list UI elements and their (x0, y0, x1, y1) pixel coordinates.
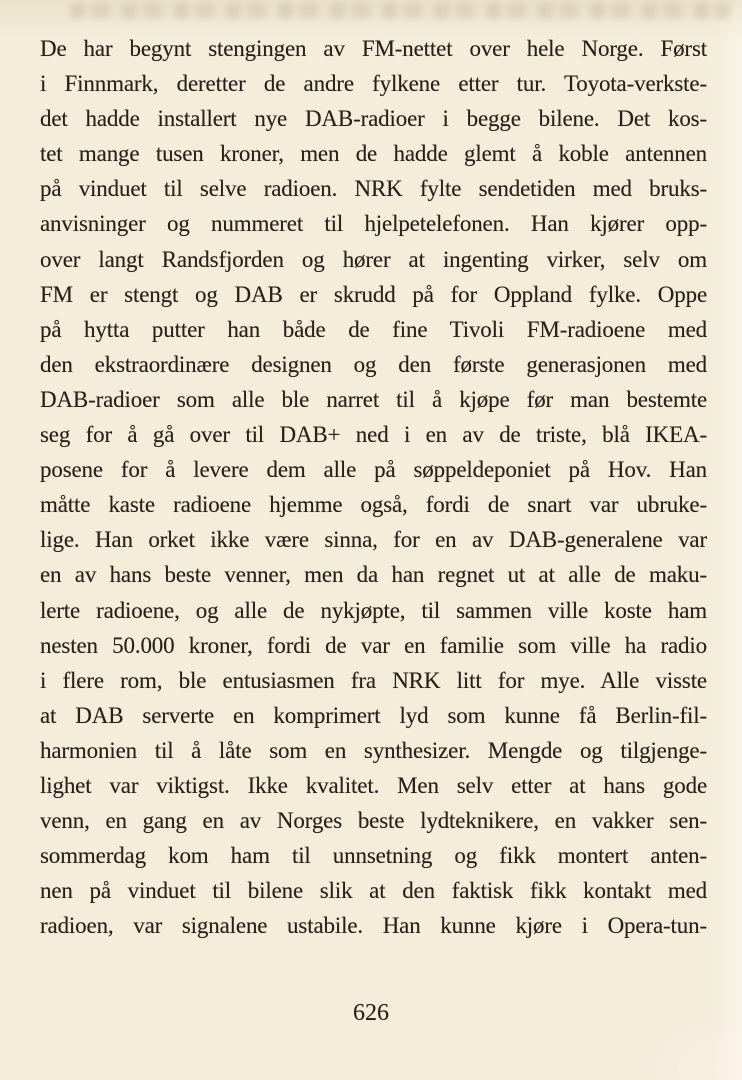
body-text-line: FM er stengt og DAB er skrudd på for Oppland fylke. Oppe (40, 281, 707, 307)
body-text-line: lerte radioene, og alle de nykjøpte, til sammen ville koste ham (40, 597, 707, 623)
body-text-line: venn, en gang en av Norges beste lydteknikere, en vakker sen- (40, 808, 707, 834)
body-text-line: at DAB serverte en komprimert lyd som kunne få Berlin-fil- (40, 702, 707, 728)
body-text-line: på hytta putter han både de fine Tivoli FM-radioene med (40, 316, 707, 342)
body-text-line: De har begynt stengingen av FM-nettet over hele Norge. Først (40, 36, 707, 61)
body-text-line: på vinduet til selve radioen. NRK fylte sendetiden med bruks- (40, 176, 707, 202)
body-text-line: over langt Randsfjorden og hører at ingenting virker, selv om (40, 246, 707, 272)
body-text-line: sommerdag kom ham til unnsetning og fikk montert anten- (40, 843, 707, 869)
body-text-line: radioen, var signalene ustabile. Han kunne kjøre i Opera-tun- (40, 913, 707, 939)
body-text-line: den ekstraordinære designen og den første generasjonen med (40, 351, 707, 377)
body-text-line: lighet var viktigst. Ikke kvalitet. Men selv etter at hans gode (40, 772, 707, 798)
body-text-line: nesten 50.000 kroner, fordi de var en familie som ville ha radio (40, 632, 707, 658)
body-text-line: anvisninger og nummeret til hjelpetelefonen. Han kjører opp- (40, 211, 707, 237)
body-text-line: seg for å gå over til DAB+ ned i en av de triste, blå IKEA- (40, 422, 707, 448)
body-text-line: det hadde installert nye DAB-radioer i begge bilene. Det kos- (40, 106, 707, 132)
body-text-line: måtte kaste radioene hjemme også, fordi de snart var ubruke- (40, 492, 707, 518)
body-text (40, 31, 707, 943)
body-text-line: i flere rom, ble entusiasmen fra NRK litt for mye. Alle visste (40, 667, 707, 693)
body-text-line: DAB-radioer som alle ble narret til å kjøpe før man bestemte (40, 386, 707, 412)
body-text-line: harmonien til å låte som en synthesizer. Mengde og tilgjenge- (40, 737, 707, 763)
scan-showthrough-artifact (70, 3, 730, 19)
body-text-line: tet mange tusen kroner, men de hadde glemt å koble antennen (40, 141, 707, 167)
body-text-line: posene for å levere dem alle på søppeldeponiet på Hov. Han (40, 457, 707, 483)
body-text-line: en av hans beste venner, men da han regnet ut at alle de maku- (40, 562, 707, 588)
page-number: 626 (353, 1000, 389, 1026)
body-text-line: lige. Han orket ikke være sinna, for en av DAB-generalene var (40, 527, 707, 553)
body-text-line: i Finnmark, deretter de andre fylkene etter tur. Toyota-verkste- (40, 71, 707, 97)
body-text-line: nen på vinduet til bilene slik at den faktisk fikk kontakt med (40, 878, 707, 904)
